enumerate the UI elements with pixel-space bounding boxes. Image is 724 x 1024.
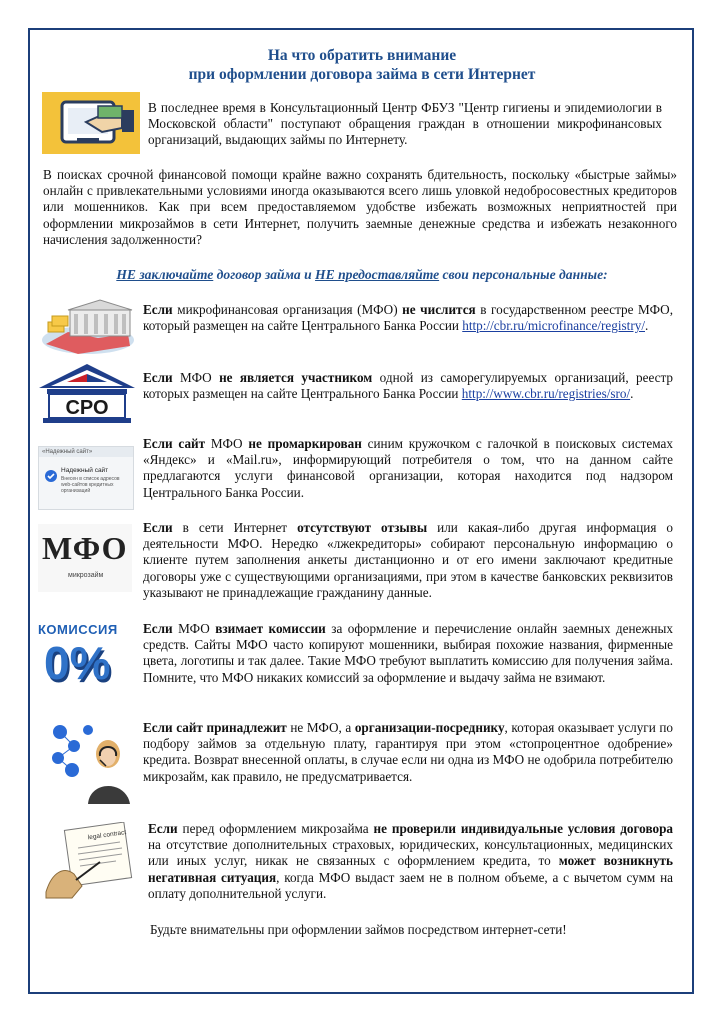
item-6-t1: не МФО, а xyxy=(286,720,355,735)
contract-title-text: legal contract xyxy=(87,829,127,842)
item-2-t3: . xyxy=(630,386,634,402)
lead-part4: свои персональные данные: xyxy=(439,267,608,282)
item-6-b1: Если сайт принадлежит xyxy=(143,720,287,735)
komissiya-text: КОМИССИЯ xyxy=(38,622,118,637)
item-6-t2: , которая оказывает услуги по подбору займов за отдельную плату, гарантируя при этом «стопроцентное одобрение» кредита. Возврат внесенной оплаты, в случае если ни одна из МФО не одобрила потребителю микрозайм, как правило, не предусматривается. xyxy=(143,720,673,784)
intro-paragraph: В последнее время в Консультационный Центр ФБУЗ "Центр гигиены и эпидемиологии в Московской области" поступают обращения граждан в отношении микрофинансовых организаций, выдающих займы по Интернету. xyxy=(148,100,662,148)
item-3-t1: МФО xyxy=(205,436,249,451)
item-3-text xyxy=(143,436,673,501)
item-7-b3: может возникнуть негативная ситуация xyxy=(148,853,673,885)
commission-zero-illustration xyxy=(36,622,136,690)
item-7-b1: Если xyxy=(148,821,178,836)
item-7-text xyxy=(148,821,673,902)
lead-part1: НЕ заключайте xyxy=(116,267,214,282)
item-2-t2: одной из саморегулируемых организаций, реестр которых размещен на сайте Центрального Банка России xyxy=(143,370,673,402)
cbr-sro-link[interactable]: http://www.cbr.ru/registries/sro/ xyxy=(461,386,631,402)
item-6-b2: организации-посреднику xyxy=(354,720,505,735)
item-4-b1: Если xyxy=(143,520,173,535)
item-1-t1: микрофинансовая организация (МФО) xyxy=(172,302,403,317)
item-1-t2: в государственном реестре МФО, который размещен на сайте Центрального Банка России xyxy=(143,302,673,334)
item-4-t2: или какая-либо другая информация о деятельности МФО. Нередко «лжекредиторы» собирают персональную информацию о клиенте путем заполнения анкеты дистанционно и от его имени заключают кредитные договоры уже с существующими организациями, при этом в качестве банковских реквизитов указывают не принадлежащие гражданину данные. xyxy=(143,520,673,600)
mfo-text: МФО xyxy=(42,530,128,566)
sro-logo xyxy=(37,362,137,424)
site-line1: Надежный сайт xyxy=(61,467,109,474)
item-4-text xyxy=(143,520,673,601)
mfo-sub-text: микрозайм xyxy=(68,572,104,579)
item-7-t3: , когда МФО выдаст заем не в полном объеме, а с вычетом сумм на оплату дополнительной услуги. xyxy=(148,869,673,901)
check-circle-icon xyxy=(44,469,58,483)
legal-contract-illustration xyxy=(42,822,138,900)
item-3-b1: Если сайт xyxy=(143,436,206,451)
item-1-b2: не числится xyxy=(402,302,476,317)
item-2-b2: не является участником xyxy=(219,370,373,385)
item-6-text xyxy=(143,720,673,785)
reliable-site-screenshot xyxy=(38,446,134,510)
item-3-t2: синим кружочком с галочкой в поисковых системах «Яндекс» и «Mail.ru», информирующий потребителя о том, что на данном сайте предлагаются услуги финансовой организации, которая находится под надзором Центрального Банка России. xyxy=(143,436,673,500)
operator-illustration xyxy=(48,720,136,804)
item-5-t2: за оформление и перечисление онлайн заемных денежных средств. Сайты МФО часто копируют мошенники, выбирая похожие названия, фирменные цвета, логотипы и так далее. Такие МФО требуют выплатить комиссию для получения займа. Помните, что МФО никаких комиссий за оформление и выдачу займа не взимают. xyxy=(143,621,674,685)
item-4-t1: в сети Интернет xyxy=(172,520,298,535)
item-2-text xyxy=(143,370,673,402)
item-5-text xyxy=(143,621,673,686)
lead-part3: НЕ предоставляйте xyxy=(315,267,440,282)
cbr-microfinance-link[interactable]: http://cbr.ru/microfinance/registry/ xyxy=(462,318,645,334)
item-5-b1: Если xyxy=(143,621,173,636)
sro-logo-text: СРО xyxy=(65,397,109,419)
item-2-t1: МФО xyxy=(172,370,220,385)
page-title-line2: при оформлении договора займа в сети Интернет xyxy=(188,66,536,83)
item-1-b1: Если xyxy=(143,302,173,317)
bank-building-illustration xyxy=(38,296,136,356)
item-1-t3: . xyxy=(645,318,649,334)
mfo-illustration xyxy=(38,524,132,592)
item-5-b2: взимает комиссии xyxy=(215,621,326,636)
page-title-line1: На что обратить внимание xyxy=(267,47,457,64)
item-5-t1: МФО xyxy=(172,621,216,636)
item-1-text xyxy=(143,302,673,334)
footer-note: Будьте внимательны при оформлении займов посредством интернет-сети! xyxy=(150,922,567,937)
lead-part2: договор займа и xyxy=(213,267,316,282)
item-7-t2: на отсутствие дополнительных страховых, юридических, консультационных, медицинских или иных услуг, никак не связанных с оформлением кредита, то xyxy=(148,837,673,869)
item-3-b2: не промаркирован xyxy=(248,436,362,451)
item-4-b2: отсутствуют отзывы xyxy=(297,520,428,535)
main-paragraph: В поисках срочной финансовой помощи крайне важно сохранять бдительность, поскольку «быстрые займы» онлайн с привлекательными условиями иногда оказываются всего лишь уловкой недобросовестных кредиторов или мошенников. Как при всем предоставляемом удобстве избежать возможных неприятностей при оформлении микрозаймов в сети Интернет, получить заемные денежные средства и избежать незаконного начисления задолженности? xyxy=(43,167,677,247)
money-hand-illustration xyxy=(42,92,140,154)
item-2-b1: Если xyxy=(143,370,173,385)
lead-warning xyxy=(40,267,684,283)
site-header-text: «Надежный сайт» xyxy=(39,447,133,457)
zero-percent-text: 0% xyxy=(44,637,111,689)
item-7-t1: перед оформлением микрозайма xyxy=(177,821,374,836)
site-line2: Внесен в список адресов web-сайтов кредитных организаций xyxy=(61,476,120,494)
item-7-b2: не проверили индивидуальные условия договора xyxy=(373,821,673,836)
